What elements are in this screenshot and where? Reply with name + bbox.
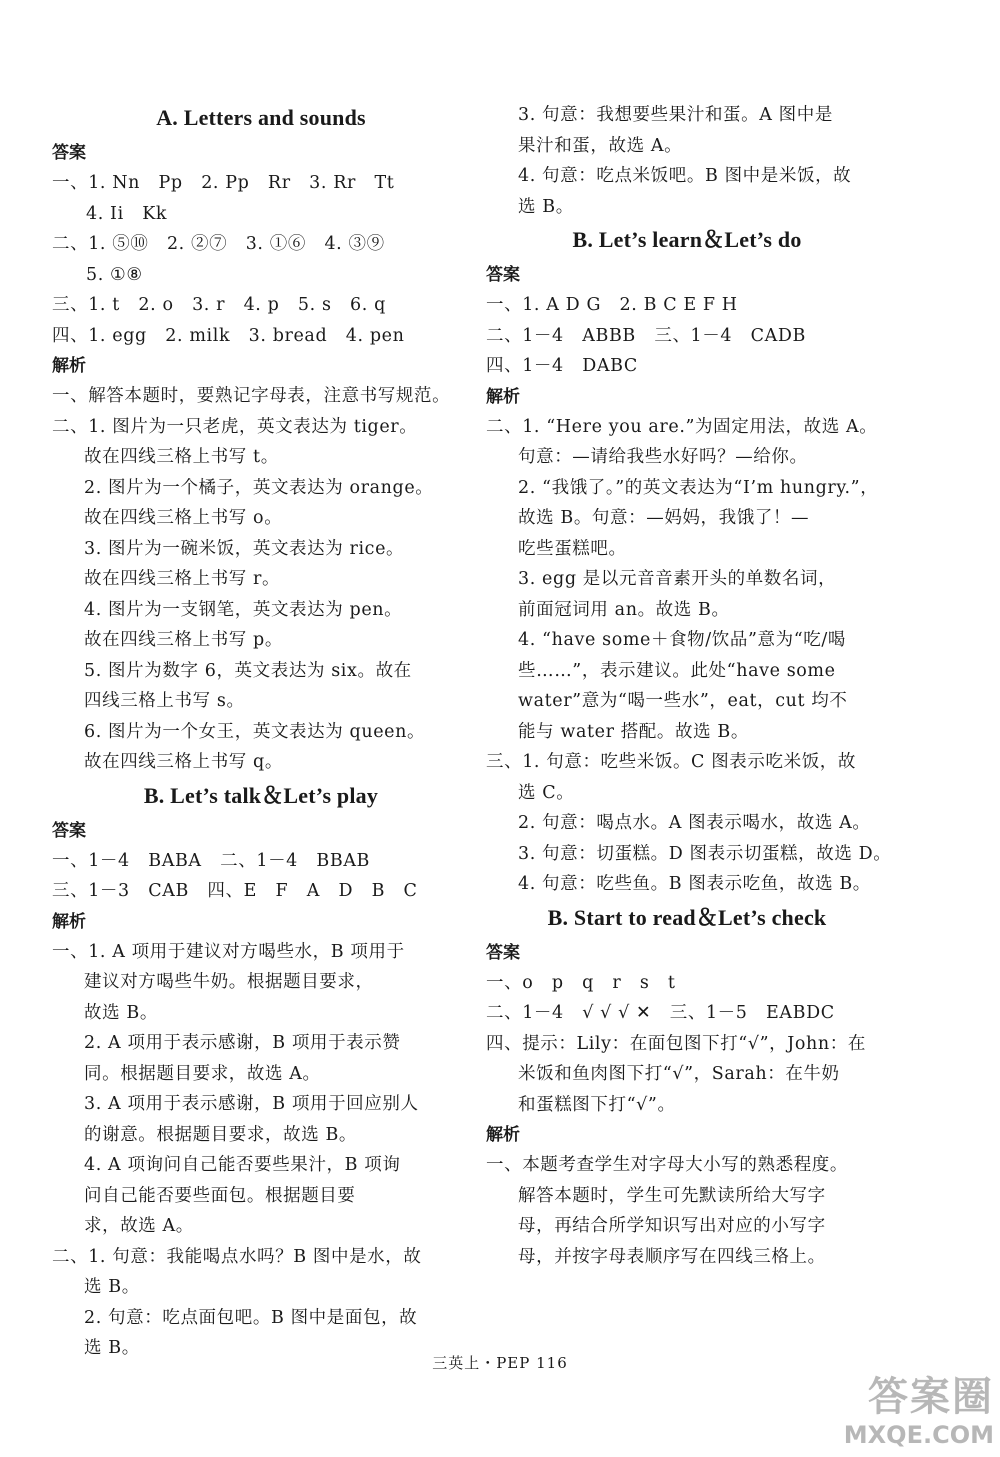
answer-line: 二、1－4 ABBB 三、1－4 CADB <box>486 325 806 346</box>
analysis-label: 解析 <box>52 911 86 932</box>
analysis-line: 故在四线三格上书写 p。 <box>84 630 283 650</box>
answer-line: 一、1. A D G 2. B C E F H <box>486 295 738 315</box>
section-heading-letters-and-sounds: A. Letters and sounds <box>156 105 366 130</box>
analysis-line: 选 B。 <box>84 1277 140 1297</box>
page-footer: 三英上・PEP 116 <box>432 1354 568 1372</box>
analysis-line: 些……”，表示建议。此处“have some <box>518 660 836 681</box>
analysis-line: 故在四线三格上书写 o。 <box>84 508 283 528</box>
answer-line: 四、1. egg 2. milk 3. bread 4. pen <box>52 325 405 346</box>
analysis-line: 5. 图片为数字 6，英文表达为 six。故在 <box>84 660 412 681</box>
analysis-line: 3. 图片为一碗米饭，英文表达为 rice。 <box>84 538 405 559</box>
answer-label: 答案 <box>52 820 86 841</box>
analysis-line: 解答本题时，学生可先默读所给大写字 <box>518 1185 826 1206</box>
analysis-line: 选 B。 <box>518 196 574 217</box>
analysis-line: 故选 B。 <box>84 1002 158 1023</box>
analysis-line: 二、1. 句意：我能喝点水吗？B 图中是水，故 <box>52 1246 422 1267</box>
answer-line: 4. Ii Kk <box>86 203 168 224</box>
analysis-line: 3. 句意：切蛋糕。D 图表示切蛋糕，故选 D。 <box>518 843 892 864</box>
analysis-line: 母，再结合所学知识写出对应的小写字 <box>518 1216 826 1236</box>
analysis-line: 4. A 项询问自己能否要些果汁，B 项询 <box>84 1155 401 1175</box>
answer-line: 5. ①⑧ <box>86 264 143 285</box>
analysis-line: 故在四线三格上书写 t。 <box>84 447 279 467</box>
answer-label: 答案 <box>486 265 520 285</box>
watermark-logo <box>784 1373 994 1453</box>
analysis-line: 故在四线三格上书写 q。 <box>84 752 283 772</box>
analysis-line: 选 C。 <box>518 782 575 803</box>
analysis-label: 解析 <box>486 386 520 407</box>
answer-line: 和蛋糕图下打“√”。 <box>518 1094 676 1115</box>
answer-line: 一、o p q r s t <box>486 972 676 993</box>
analysis-line: 句意：—请给我些水好吗？—给你。 <box>518 447 808 467</box>
analysis-line: 4. 句意：吃点米饭吧。B 图中是米饭，故 <box>518 166 852 186</box>
analysis-line: 故在四线三格上书写 r。 <box>84 569 281 589</box>
right-column <box>486 100 892 1272</box>
analysis-line: 一、本题考查学生对字母大小写的熟悉程度。 <box>486 1155 848 1175</box>
analysis-line: 2. “我饿了。”的英文表达为“I’m hungry.”， <box>518 477 879 498</box>
answer-label: 答案 <box>486 942 520 963</box>
watermark-text: 答案圈 <box>868 1374 994 1420</box>
analysis-line: 二、1. “Here you are.”为固定用法，故选 A。 <box>486 416 878 437</box>
answer-line: 三、1－3 CAB 四、E F A D B C <box>52 881 418 901</box>
analysis-line: 4. 句意：吃些鱼。B 图表示吃鱼，故选 B。 <box>518 874 871 894</box>
left-column <box>52 100 470 1364</box>
analysis-line: 故选 B。句意：—妈妈，我饿了！— <box>518 508 810 528</box>
analysis-line: 前面冠词用 an。故选 B。 <box>518 599 730 620</box>
answer-line: 二、1. ⑤⑩ 2. ②⑦ 3. ①⑥ 4. ③⑨ <box>52 234 385 254</box>
analysis-line: 3. 句意：我想要些果汁和蛋。A 图中是 <box>518 105 833 125</box>
analysis-line: 果汁和蛋，故选 A。 <box>518 135 683 156</box>
answer-line: 四、提示：Lily：在面包图下打“√”，John：在 <box>486 1033 866 1054</box>
analysis-line: 四线三格上书写 s。 <box>84 691 245 711</box>
analysis-line: 2. 句意：吃点面包吧。B 图中是面包，故 <box>84 1307 418 1328</box>
analysis-line: 能与 water 搭配。故选 B。 <box>518 721 749 742</box>
answer-line: 米饭和鱼肉图下打“√”，Sarah：在牛奶 <box>518 1064 840 1084</box>
analysis-line: 2. A 项用于表示感谢，B 项用于表示赞 <box>84 1033 401 1053</box>
analysis-line: 的谢意。根据题目要求，故选 B。 <box>84 1124 358 1145</box>
section-heading-lets-learn: B. Let’s learn＆Let’s do <box>572 227 802 252</box>
section-heading-start-to-read: B. Start to read＆Let’s check <box>547 904 827 930</box>
analysis-line: 吃些蛋糕吧。 <box>518 538 627 559</box>
watermark-url: MXQE.COM <box>843 1421 994 1449</box>
answer-line: 一、1－4 BABA 二、1－4 BBAB <box>52 850 371 871</box>
analysis-line: 三、1. 句意：吃些米饭。C 图表示吃米饭，故 <box>486 752 857 772</box>
section-heading-lets-talk: B. Let’s talk＆Let’s play <box>143 782 379 808</box>
answer-line: 四、1－4 DABC <box>486 356 638 376</box>
answer-line: 一、1. Nn Pp 2. Pp Rr 3. Rr Tt <box>52 173 395 193</box>
analysis-line: 选 B。 <box>84 1338 140 1358</box>
analysis-line: 同。根据题目要求，故选 A。 <box>84 1063 321 1084</box>
analysis-line: 一、1. A 项用于建议对方喝些水，B 项用于 <box>52 941 405 962</box>
analysis-line: water”意为“喝一些水”，eat，cut 均不 <box>518 691 848 711</box>
analysis-line: 母，并按字母表顺序写在四线三格上。 <box>518 1246 826 1267</box>
analysis-line: 3. A 项用于表示感谢，B 项用于回应别人 <box>84 1094 419 1114</box>
analysis-line: 3. egg 是以元音音素开头的单数名词， <box>518 569 837 589</box>
analysis-line: 问自己能否要些面包。根据题目要 <box>84 1185 356 1206</box>
analysis-line: 求，故选 A。 <box>84 1216 194 1236</box>
analysis-line: 二、1. 图片为一只老虎，英文表达为 tiger。 <box>52 416 418 437</box>
analysis-line: 4. 图片为一支钢笔，英文表达为 pen。 <box>84 599 403 620</box>
analysis-line: 6. 图片为一个女王，英文表达为 queen。 <box>84 721 426 742</box>
analysis-line: 一、解答本题时，要熟记字母表，注意书写规范。 <box>52 386 451 406</box>
answer-line: 三、1. t 2. o 3. r 4. p 5. s 6. q <box>52 295 386 315</box>
analysis-line: 建议对方喝些牛奶。根据题目要求， <box>84 972 374 992</box>
analysis-line: 2. 句意：喝点水。A 图表示喝水，故选 A。 <box>518 813 871 833</box>
answer-line: 二、1－4 √ √ √ ✕ 三、1－5 EABDC <box>486 1003 835 1023</box>
analysis-line: 4. “have some＋食物/饮品”意为“吃/喝 <box>518 630 846 650</box>
analysis-label: 解析 <box>486 1125 520 1145</box>
analysis-label: 解析 <box>52 356 86 376</box>
answer-label: 答案 <box>52 143 86 163</box>
analysis-line: 2. 图片为一个橘子，英文表达为 orange。 <box>84 477 434 498</box>
